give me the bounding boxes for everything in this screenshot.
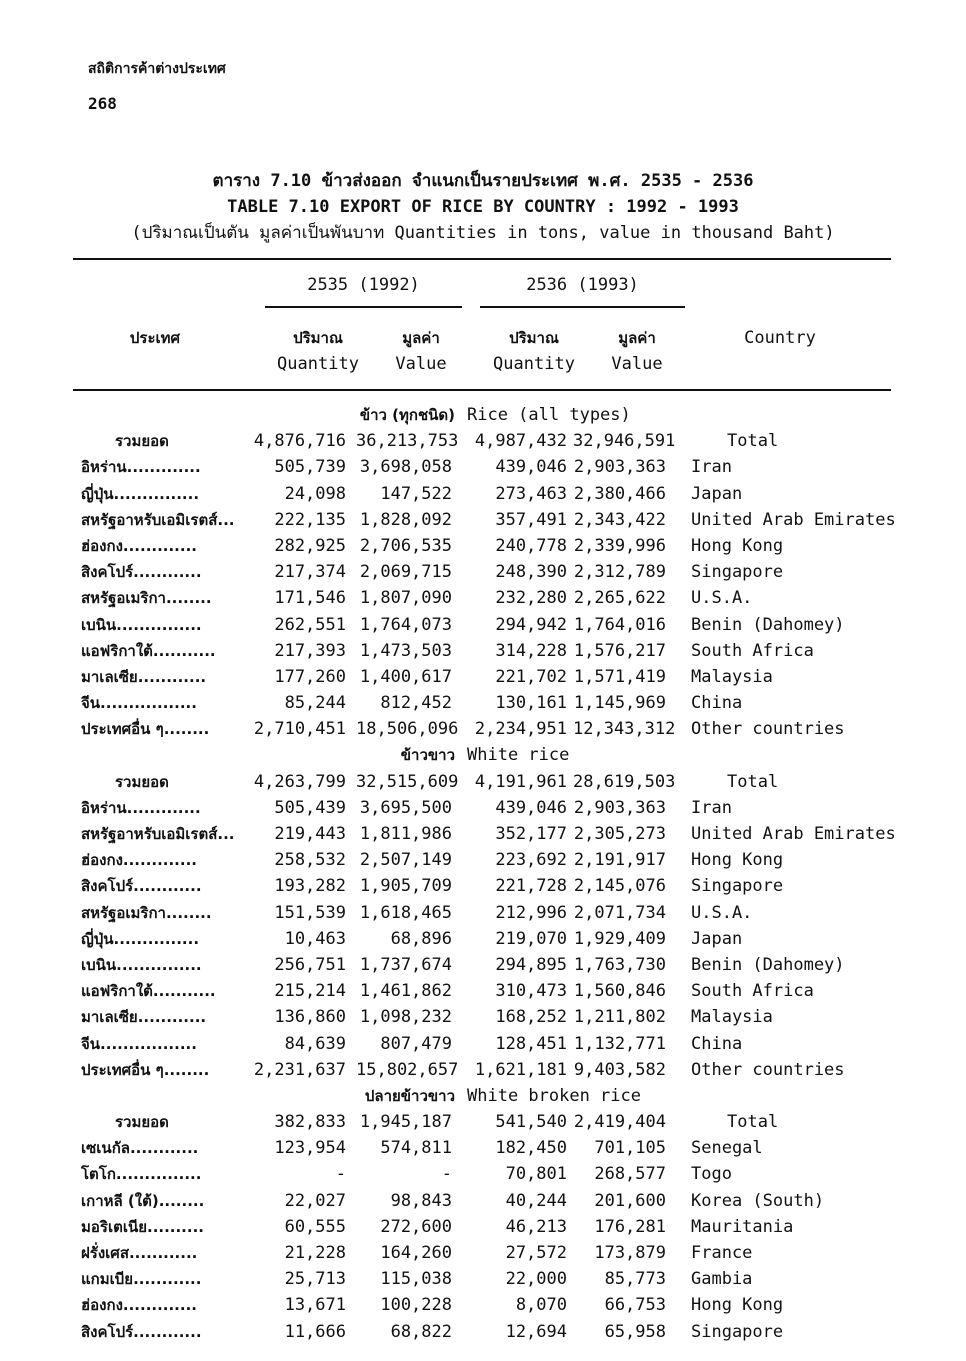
column-header-quantity-1993: [484, 325, 584, 377]
country-english: Other countries: [691, 1059, 845, 1080]
quantity-1992: 136,860: [274, 1007, 346, 1028]
value-1993: 2,380,466: [573, 483, 666, 504]
quantity-1992: 2,231,637: [253, 1059, 346, 1080]
table-row: [73, 1292, 891, 1318]
value-1993: 176,281: [594, 1216, 666, 1237]
country-thai: แกมเบีย............: [81, 1270, 202, 1289]
value-1993: 173,879: [594, 1243, 666, 1263]
table-row: [73, 1135, 891, 1161]
country-thai: สหรัฐอเมริกา........: [81, 903, 212, 922]
country-english: United Arab Emirates: [691, 824, 896, 844]
column-header-country: Country: [744, 328, 816, 348]
country-english: Malaysia: [691, 666, 773, 687]
quantity-1993: 439,046: [495, 797, 567, 818]
quantity-1992: 282,925: [274, 535, 346, 556]
quantity-1993: 221,702: [495, 666, 567, 687]
value-1992: 1,618,465: [359, 902, 452, 923]
value-1992: 1,461,862: [359, 981, 452, 1002]
country-thai: แอฟริกาใต้...........: [81, 641, 216, 660]
quantity-1992: 177,260: [274, 666, 346, 687]
quantity-1993: 273,463: [495, 483, 567, 504]
value-1992: 1,400,617: [359, 666, 452, 687]
table-row: [73, 454, 891, 480]
section-title-thai: ข้าวขาว: [400, 746, 455, 765]
country-english: Hong Kong: [691, 850, 784, 871]
value-1992: 18,506,096: [356, 719, 459, 740]
country-thai: เบนิน...............: [81, 615, 202, 634]
country-thai: รวมยอด: [115, 432, 169, 451]
country-english: China: [691, 1033, 743, 1054]
column-header-value-1993: [596, 325, 678, 377]
value-1992: 1,807,090: [359, 588, 452, 609]
header-rule: [73, 389, 891, 391]
country-english: Singapore: [691, 562, 784, 583]
country-thai: สิงคโปร์............: [81, 877, 202, 896]
country-thai: อิหร่าน.............: [81, 458, 201, 477]
quantity-1992: 222,135: [274, 509, 346, 530]
page-header: [88, 58, 226, 113]
country-thai: รวมยอด: [115, 772, 169, 791]
quantity-1993: 4,987,432: [474, 431, 567, 452]
title-thai: ตาราง 7.10 ข้าวส่งออก จำแนกเป็นรายประเทศ พ.ศ. 2535 - 2536: [212, 171, 754, 191]
quantity-1993: 128,451: [495, 1033, 567, 1054]
country-english: Togo: [691, 1164, 732, 1185]
value-1993: 12,343,312: [573, 719, 676, 740]
country-english: Hong Kong: [691, 1295, 784, 1316]
table-row: [73, 1004, 891, 1030]
value-1992: 1,945,187: [359, 1112, 452, 1133]
quantity-1993: 541,540: [495, 1112, 567, 1133]
total-row: [73, 428, 891, 454]
country-thai: โตโก...............: [81, 1165, 202, 1184]
value-1992: 1,811,986: [359, 824, 452, 844]
value-1992: 68,896: [390, 928, 452, 949]
quantity-1992: -: [335, 1164, 346, 1185]
country-english: Iran: [691, 457, 732, 478]
country-english: U.S.A.: [691, 902, 753, 923]
quantity-1993: 294,942: [495, 614, 567, 635]
quantity-1992: 215,214: [274, 981, 346, 1002]
country-thai: ญี่ปุ่น...............: [81, 929, 200, 948]
country-english: Hong Kong: [691, 535, 784, 556]
country-english: U.S.A.: [691, 588, 753, 609]
quantity-1992: 25,713: [284, 1269, 346, 1290]
quantity-1992: 60,555: [284, 1216, 346, 1237]
value-1992: 115,038: [380, 1269, 452, 1290]
table-row: [73, 821, 896, 847]
country-thai: ประเทศอื่น ๆ........: [81, 720, 210, 739]
column-header-thai-country: ประเทศ: [129, 329, 181, 347]
table-row: [73, 507, 896, 533]
quantity-1993: 2,234,951: [474, 719, 567, 740]
value-1993: 85,773: [604, 1269, 666, 1290]
value-1992: 1,764,073: [359, 614, 452, 635]
country-thai: เซเนกัล............: [81, 1139, 199, 1158]
quantity-1993: 212,996: [495, 902, 567, 923]
value-1992: 147,522: [380, 483, 452, 504]
country-thai: อิหร่าน.............: [81, 798, 201, 817]
country-english: United Arab Emirates: [691, 509, 896, 530]
top-rule: [73, 258, 891, 260]
quantity-1993: 46,213: [505, 1216, 567, 1237]
country-thai: สหรัฐอเมริกา........: [81, 589, 212, 608]
country-english: Korea (South): [691, 1190, 825, 1211]
country-thai: สิงคโปร์............: [81, 563, 202, 582]
country-english: Benin (Dahomey): [691, 954, 845, 975]
table-row: [73, 559, 891, 585]
value-1992: 36,213,753: [356, 431, 459, 452]
table-row: [73, 481, 891, 507]
country-thai: เบนิน...............: [81, 955, 202, 974]
quantity-1993: 240,778: [495, 535, 567, 556]
total-row: [73, 1109, 891, 1135]
value-1992: 2,706,535: [359, 535, 452, 556]
table-row: [73, 952, 891, 978]
quantity-1992: 85,244: [284, 693, 346, 714]
table-row: [73, 926, 891, 952]
value-1993: 32,946,591: [573, 431, 676, 452]
quantity-1992: 219,443: [274, 824, 346, 844]
section-title-thai: ข้าว (ทุกชนิด): [359, 406, 455, 424]
section-title-thai: ปลายข้าวขาว: [364, 1086, 455, 1105]
quantity-1993: 27,572: [505, 1243, 567, 1263]
table-row: [73, 1240, 891, 1266]
table-row: [73, 533, 891, 559]
value-1993: 1,571,419: [573, 666, 666, 687]
table-row: [73, 1057, 891, 1083]
table-row: [73, 1031, 891, 1057]
value-1993: 701,105: [594, 1138, 666, 1159]
section-title-english: Rice (all types): [467, 405, 631, 425]
year-header-1993: 2536 (1993): [526, 275, 639, 295]
table-row: [73, 585, 891, 611]
value-1993: 2,305,273: [573, 824, 666, 844]
quantity-1992: 13,671: [284, 1295, 346, 1316]
value-1993: 2,265,622: [573, 588, 666, 609]
country-thai: มาเลเซีย............: [81, 667, 207, 686]
value-1992: 1,828,092: [359, 509, 452, 530]
country-english: Other countries: [691, 719, 845, 740]
value-1993: 2,191,917: [573, 850, 666, 871]
country-thai: ญี่ปุ่น...............: [81, 484, 200, 503]
table-row: [73, 716, 891, 742]
country-thai: เกาหลี (ใต้)........: [81, 1191, 205, 1210]
quantity-1992: 382,833: [274, 1112, 346, 1133]
country-thai: ฮ่องกง.............: [81, 536, 197, 555]
value-1993: 268,577: [594, 1164, 666, 1185]
table-row: [73, 795, 891, 821]
value-1993: 2,343,422: [573, 509, 666, 530]
quantity-1993: 1,621,181: [474, 1059, 567, 1080]
country-english: South Africa: [691, 640, 814, 661]
quantity-1993: 130,161: [495, 693, 567, 714]
quantity-1992: 24,098: [284, 483, 346, 504]
page-number: 268: [88, 94, 117, 113]
country-english: Gambia: [691, 1269, 753, 1290]
title-units: (ปริมาณเป็นตัน มูลค่าเป็นพันบาท Quantities in tons, value in thousand Baht): [131, 223, 835, 243]
country-thai: มาเลเซีย............: [81, 1008, 207, 1027]
quantity-1992: 151,539: [274, 902, 346, 923]
quantity-1992: 123,954: [274, 1138, 346, 1159]
value-1992: 1,473,503: [359, 640, 452, 661]
value-1992: 15,802,657: [356, 1059, 459, 1080]
quantity-1993: 22,000: [505, 1269, 567, 1290]
table-title: [0, 168, 966, 246]
country-thai: จีน.................: [81, 694, 197, 713]
value-1992: 32,515,609: [356, 771, 459, 792]
value-1992: 98,843: [390, 1190, 452, 1211]
quantity-1993: 310,473: [495, 981, 567, 1002]
value-1993: 2,903,363: [573, 797, 666, 818]
column-header-quantity-en: Quantity: [277, 354, 359, 374]
quantity-1992: 256,751: [274, 954, 346, 975]
country-thai: แอฟริกาใต้...........: [81, 982, 216, 1001]
value-1992: 1,905,709: [359, 876, 452, 897]
column-header-quantity-th: ปริมาณ: [509, 329, 559, 347]
table-row: [73, 1188, 891, 1214]
section-title-english: White rice: [467, 745, 570, 766]
column-header-quantity-en: Quantity: [493, 354, 575, 374]
country-english: South Africa: [691, 981, 814, 1002]
value-1992: 2,069,715: [359, 562, 452, 583]
country-thai: สหรัฐอาหรับเอมิเรตส์...: [81, 825, 235, 843]
column-header-quantity-th: ปริมาณ: [293, 329, 343, 347]
quantity-1993: 219,070: [495, 928, 567, 949]
quantity-1992: 10,463: [284, 928, 346, 949]
country-english: Total: [727, 1112, 779, 1133]
table-row: [73, 1266, 891, 1292]
quantity-1992: 11,666: [284, 1321, 346, 1342]
quantity-1993: 294,895: [495, 954, 567, 975]
value-1992: 574,811: [380, 1138, 452, 1159]
total-row: [73, 769, 891, 795]
value-1993: 2,145,076: [573, 876, 666, 897]
value-1993: 1,145,969: [573, 693, 666, 714]
country-english: Japan: [691, 928, 743, 949]
quantity-1993: 232,280: [495, 588, 567, 609]
section-title-english: White broken rice: [467, 1085, 641, 1106]
value-1992: -: [441, 1164, 452, 1185]
value-1992: 1,737,674: [359, 954, 452, 975]
country-english: France: [691, 1243, 753, 1263]
country-thai: ฝรั่งเศส............: [81, 1244, 198, 1262]
country-thai: จีน.................: [81, 1034, 197, 1053]
table-row: [73, 1161, 891, 1187]
quantity-1992: 217,374: [274, 562, 346, 583]
value-1992: 2,507,149: [359, 850, 452, 871]
country-english: China: [691, 693, 743, 714]
country-english: Benin (Dahomey): [691, 614, 845, 635]
quantity-1993: 248,390: [495, 562, 567, 583]
country-thai: ฮ่องกง.............: [81, 851, 197, 870]
quantity-1992: 193,282: [274, 876, 346, 897]
quantity-1993: 314,228: [495, 640, 567, 661]
value-1993: 65,958: [604, 1321, 666, 1342]
section-header: [73, 1083, 891, 1109]
table-row: [73, 638, 891, 664]
country-english: Mauritania: [691, 1216, 794, 1237]
country-english: Japan: [691, 483, 743, 504]
table-row: [73, 847, 891, 873]
value-1992: 3,698,058: [359, 457, 452, 478]
year-header-1992: 2535 (1992): [307, 275, 420, 295]
value-1993: 2,071,734: [573, 902, 666, 923]
quantity-1993: 8,070: [515, 1295, 567, 1316]
value-1993: 2,339,996: [573, 535, 666, 556]
quantity-1992: 258,532: [274, 850, 346, 871]
country-english: Singapore: [691, 876, 784, 897]
quantity-1992: 217,393: [274, 640, 346, 661]
value-1992: 68,822: [390, 1321, 452, 1342]
value-1992: 100,228: [380, 1295, 452, 1316]
value-1993: 1,560,846: [573, 981, 666, 1002]
value-1993: 2,419,404: [573, 1112, 666, 1133]
country-thai: รวมยอด: [115, 1113, 169, 1132]
value-1993: 1,929,409: [573, 928, 666, 949]
table-row: [73, 900, 891, 926]
quantity-1992: 4,263,799: [253, 771, 346, 792]
table-row: [73, 1214, 891, 1240]
table-row: [73, 690, 891, 716]
quantity-1992: 2,710,451: [253, 719, 346, 740]
quantity-1993: 70,801: [505, 1164, 567, 1185]
table-row: [73, 612, 891, 638]
value-1992: 1,098,232: [359, 1007, 452, 1028]
column-header-quantity-1992: [268, 325, 368, 377]
value-1992: 272,600: [380, 1216, 452, 1237]
country-thai: สหรัฐอาหรับเอมิเรตส์...: [81, 510, 235, 529]
column-header-value-th: มูลค่า: [402, 329, 440, 347]
section-header: [73, 742, 891, 768]
quantity-1993: 182,450: [495, 1138, 567, 1159]
country-english: Iran: [691, 797, 732, 818]
quantity-1993: 12,694: [505, 1321, 567, 1342]
quantity-1992: 84,639: [284, 1033, 346, 1054]
quantity-1992: 262,551: [274, 614, 346, 635]
country-english: Malaysia: [691, 1007, 773, 1028]
quantity-1992: 22,027: [284, 1190, 346, 1211]
column-header-value-1992: [380, 325, 462, 377]
title-english: TABLE 7.10 EXPORT OF RICE BY COUNTRY : 1992 - 1993: [227, 197, 739, 217]
country-english: Total: [727, 771, 779, 792]
country-thai: สิงคโปร์............: [81, 1322, 202, 1341]
quantity-1993: 439,046: [495, 457, 567, 478]
quantity-1993: 4,191,961: [474, 771, 567, 792]
table-row: [73, 978, 891, 1004]
value-1993: 1,576,217: [573, 640, 666, 661]
country-english: Senegal: [691, 1138, 763, 1159]
quantity-1993: 223,692: [495, 850, 567, 871]
section-header: [73, 402, 891, 428]
quantity-1992: 4,876,716: [253, 431, 346, 452]
country-thai: มอริเตเนีย..........: [81, 1217, 204, 1236]
value-1993: 1,763,730: [573, 954, 666, 975]
quantity-1993: 168,252: [495, 1007, 567, 1028]
quantity-1993: 40,244: [505, 1190, 567, 1211]
value-1993: 2,312,789: [573, 562, 666, 583]
table-row: [73, 873, 891, 899]
country-english: Singapore: [691, 1321, 784, 1342]
value-1993: 2,903,363: [573, 457, 666, 478]
country-english: Total: [727, 431, 779, 452]
quantity-1992: 505,439: [274, 797, 346, 818]
quantity-1993: 352,177: [495, 824, 567, 844]
quantity-1992: 171,546: [274, 588, 346, 609]
column-header-value-th: มูลค่า: [618, 329, 656, 347]
country-thai: ฮ่องกง.............: [81, 1296, 197, 1315]
running-head: สถิติการค้าต่างประเทศ: [88, 61, 226, 77]
value-1993: 28,619,503: [573, 771, 676, 792]
value-1993: 66,753: [604, 1295, 666, 1316]
table-row: [73, 1319, 891, 1345]
value-1993: 9,403,582: [573, 1059, 666, 1080]
quantity-1992: 21,228: [284, 1243, 346, 1263]
value-1992: 812,452: [380, 693, 452, 714]
quantity-1992: 505,739: [274, 457, 346, 478]
year-underline-1993: [480, 306, 685, 308]
country-thai: ประเทศอื่น ๆ........: [81, 1060, 210, 1079]
value-1993: 1,764,016: [573, 614, 666, 635]
table-row: [73, 664, 891, 690]
value-1992: 807,479: [380, 1033, 452, 1054]
value-1993: 1,211,802: [573, 1007, 666, 1028]
value-1993: 201,600: [594, 1190, 666, 1211]
column-header-value-en: Value: [611, 354, 663, 374]
year-underline-1992: [265, 306, 462, 308]
value-1993: 1,132,771: [573, 1033, 666, 1054]
value-1992: 3,695,500: [359, 797, 452, 818]
column-header-value-en: Value: [395, 354, 447, 374]
value-1992: 164,260: [380, 1243, 452, 1263]
quantity-1993: 357,491: [495, 509, 567, 530]
quantity-1993: 221,728: [495, 876, 567, 897]
table-body: [73, 402, 896, 1345]
